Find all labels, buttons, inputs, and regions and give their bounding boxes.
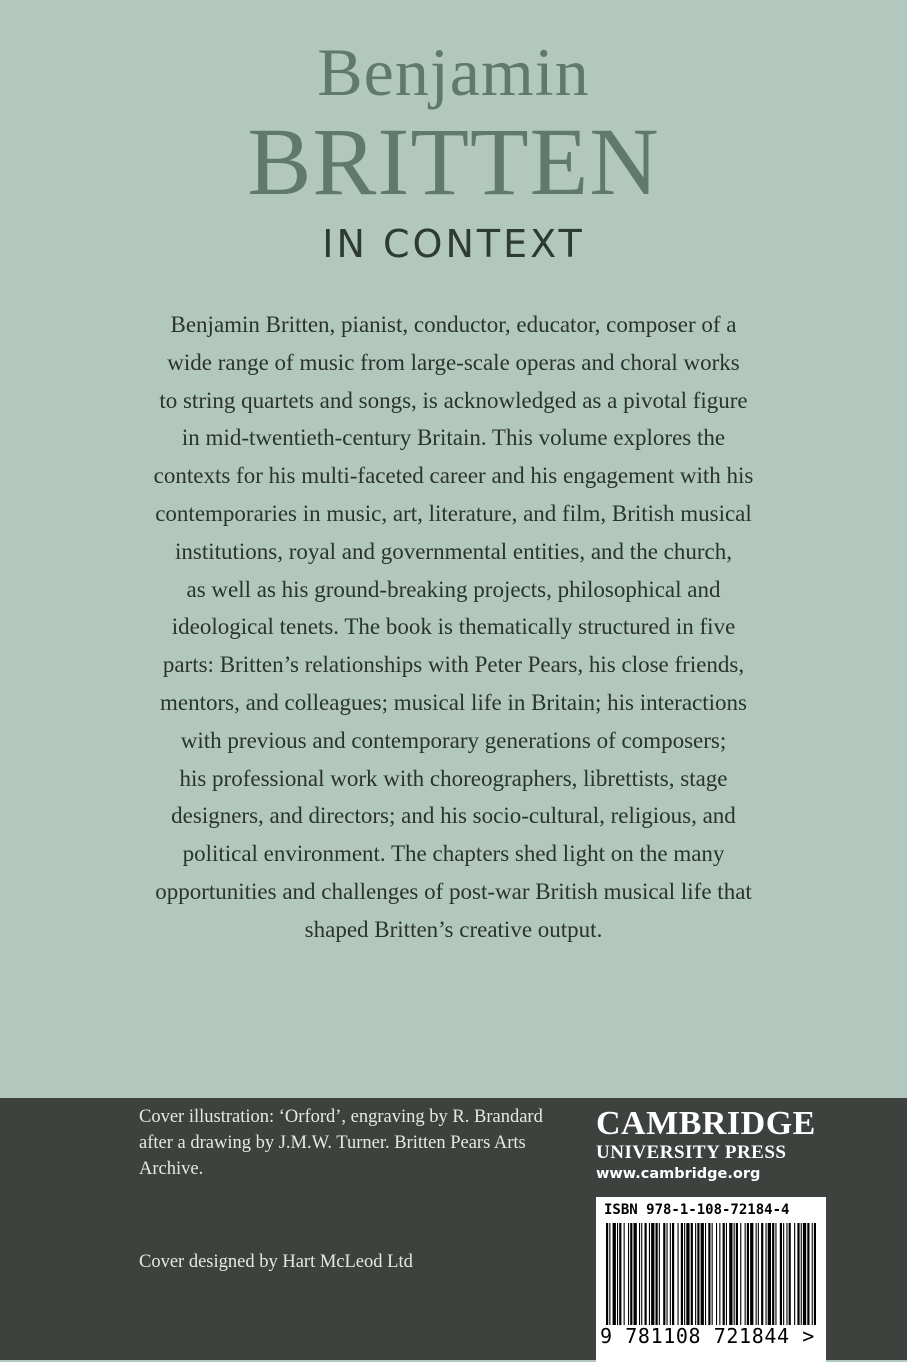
blurb-line: contexts for his multi-faceted career and his engagement with his (153, 463, 754, 489)
blurb-line: mentors, and colleagues; musical life in Britain; his interactions (160, 689, 747, 715)
illustration-credit-line: Archive. (139, 1159, 204, 1179)
illustration-credit-line: after a drawing by J.M.W. Turner. Britten Pears Arts (139, 1133, 526, 1153)
publisher-name: CAMBRIDGE (596, 1105, 816, 1142)
publisher-url: www.cambridge.org (596, 1166, 761, 1182)
title-first-name: Benjamin (317, 34, 590, 110)
blurb-line: his professional work with choreographers, librettists, stage (179, 765, 728, 791)
blurb-line: designers, and directors; and his socio-cultural, religious, and (171, 803, 736, 829)
barcode-label (596, 1197, 826, 1362)
blurb-line: wide range of music from large-scale operas and choral works (167, 349, 740, 375)
blurb-line: shaped Britten’s creative output. (304, 916, 603, 942)
isbn-text: ISBN 978-1-108-72184-4 (604, 1202, 790, 1218)
blurb-line: as well as his ground-breaking projects, philosophical and (186, 576, 721, 602)
footer-band (0, 1098, 907, 1360)
publisher-logo (596, 1106, 836, 1184)
barcode-icon (606, 1223, 816, 1325)
title-last-name: BRITTEN (247, 108, 660, 215)
blurb-line: with previous and contemporary generations of composers; (180, 727, 727, 753)
blurb-line: ideological tenets. The book is thematically structured in five (171, 614, 736, 640)
blurb-line: opportunities and challenges of post-war British musical life that (155, 878, 752, 904)
barcode-digits: 9 781108 721844 > (600, 1324, 815, 1348)
blurb (90, 306, 817, 949)
blurb-line: institutions, royal and governmental entities, and the church, (175, 538, 732, 564)
design-credit: Cover designed by Hart McLeod Ltd (139, 1252, 413, 1272)
blurb-line: to string quartets and songs, is acknowledged as a pivotal figure (159, 387, 748, 413)
publisher-press: UNIVERSITY PRESS (596, 1142, 787, 1163)
illustration-credit (139, 1104, 589, 1182)
illustration-credit-line: Cover illustration: ‘Orford’, engraving by R. Brandard (139, 1107, 543, 1127)
blurb-line: Benjamin Britten, pianist, conductor, educator, composer of a (170, 312, 737, 337)
blurb-line: political environment. The chapters shed light on the many (182, 841, 725, 867)
blurb-line: contemporaries in music, art, literature, and film, British musical (155, 500, 752, 526)
blurb-line: in mid-twentieth-century Britain. This volume explores the (181, 425, 726, 451)
blurb-line: parts: Britten’s relationships with Peter Pears, his close friends, (162, 652, 745, 678)
subtitle: IN CONTEXT (322, 222, 585, 266)
